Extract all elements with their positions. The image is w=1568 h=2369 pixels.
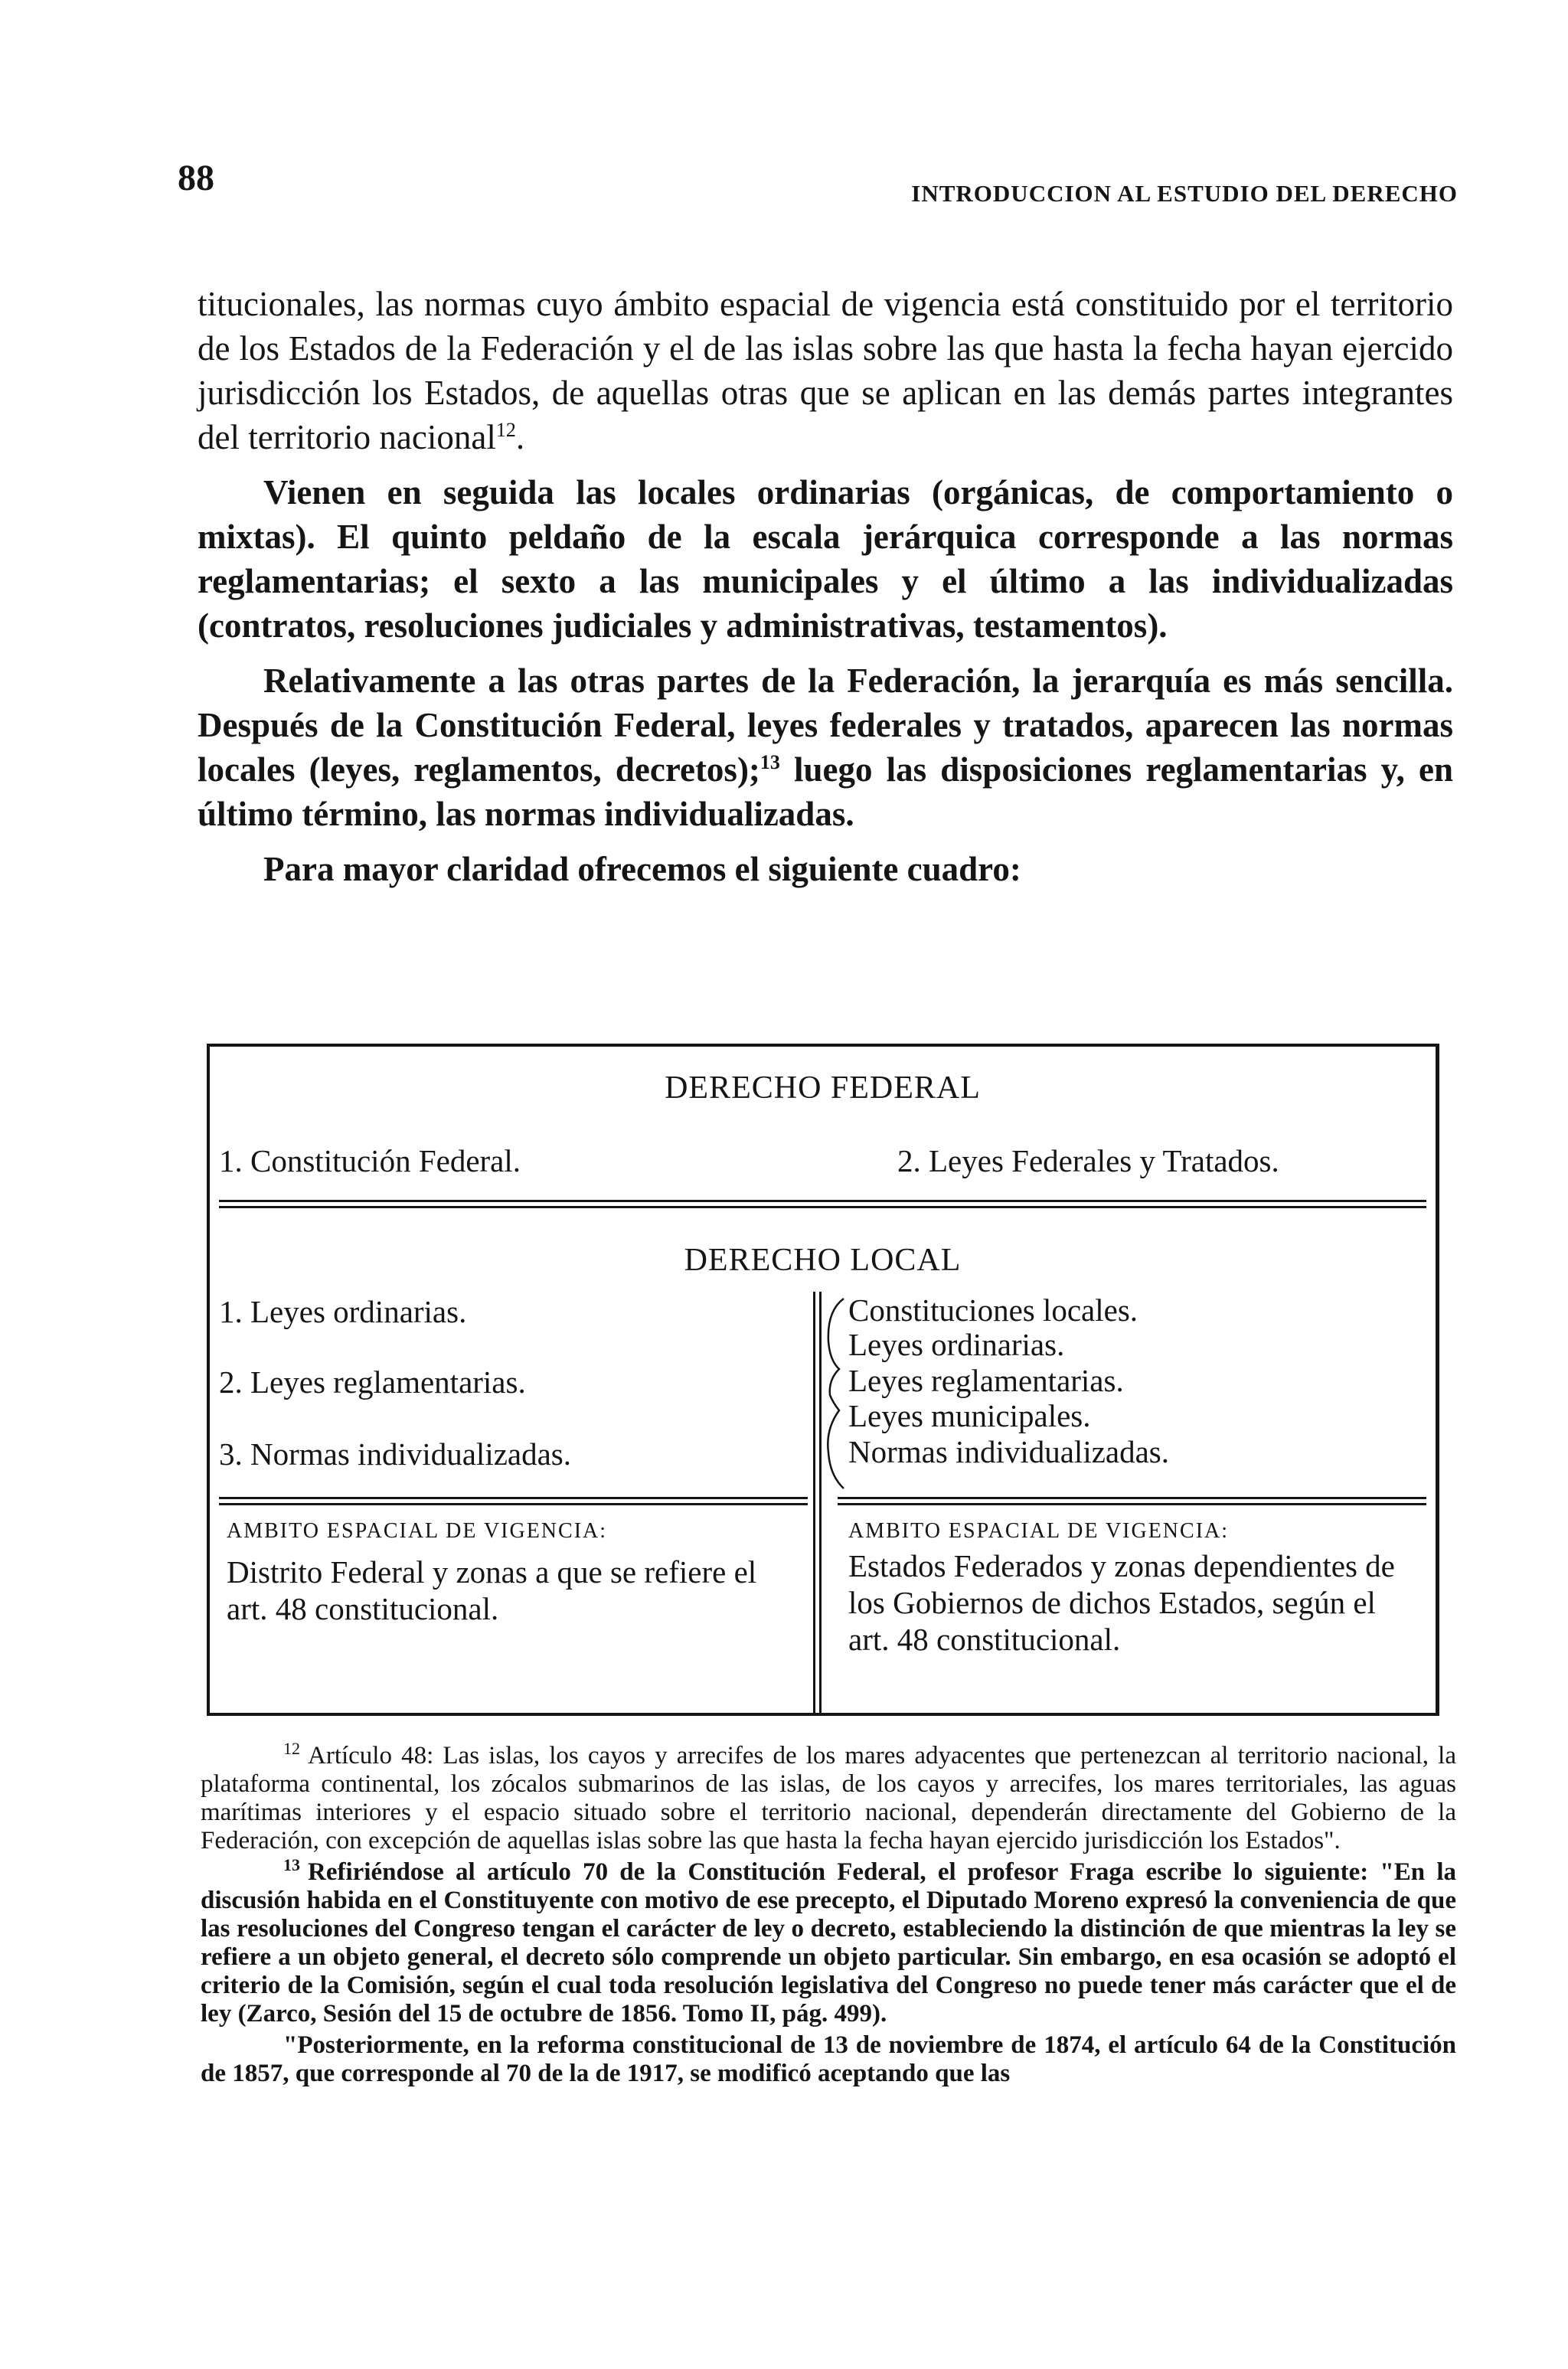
left-ambito-label: AMBITO ESPACIAL DE VIGENCIA: (227, 1519, 608, 1543)
right-item-5: Normas individualizadas. (848, 1434, 1170, 1469)
right-ambito-label: AMBITO ESPACIAL DE VIGENCIA: (848, 1519, 1230, 1543)
footnote-12: $^{12}$ Artículo 48: Las islas, los cayos y arrecifes de los mares adyacentes que pertenezcan al territorio nacional, la plataforma continental, los zócalos submarinos de las islas, de los cayos y arrecifes, los mares territoriales, las aguas marítimas interiores y el espacio situado sobre el territorio nacional, dependerán directamente del Gobierno de la Federación, con excepción de aquellas islas sobre las que hasta la fecha hayan ejercido jurisdicción los Estados". (201, 1739, 1456, 1854)
paragraph-3: Relativamente a las otras partes de la Federación, la jerarquía es más sencilla. Después de la Constitución Federal, leyes federales y tratados, aparecen las normas locales (leyes, reglamentos, decretos);$^{13}$ luego las disposiciones reglamentarias y, en último término, las normas individualizadas. (198, 662, 1453, 833)
left-item-1: 1. Leyes ordinarias. (219, 1294, 467, 1329)
page-header (178, 157, 1458, 211)
running-head: INTRODUCCION AL ESTUDIO DEL DERECHO (911, 180, 1458, 207)
left-item-2: 2. Leyes reglamentarias. (219, 1364, 526, 1400)
right-ambito-text: Estados Federados y zonas dependientes de los Gobiernos de dichos Estados, según el art. 48 constitucional. (848, 1548, 1395, 1657)
bracket-icon (822, 1296, 845, 1491)
right-item-1: Constituciones locales. (848, 1292, 1138, 1328)
main-text (198, 282, 1453, 891)
section-divider (219, 1200, 1426, 1202)
paragraph-4: Para mayor claridad ofrecemos el siguiente cuadro: (263, 850, 1021, 888)
page-number: 88 (178, 158, 214, 198)
right-item-4: Leyes municipales. (848, 1398, 1091, 1433)
footnote-13: $^{13}$ Refiriéndose al artículo 70 de la Constitución Federal, el profesor Fraga escribe lo siguiente: "En la discusión habida en el Constituyente con motivo de ese precepto, el Diputado Moreno expresó la conveniencia de que las resoluciones del Congreso tengan el carácter de ley o decreto, estableciendo la distinción de que mientras la ley se refiere a un objeto general, el decreto sólo comprende un objeto particular. Sin embargo, en esa ocasión se adoptó el criterio de la Comisión, según el cual toda resolución legislativa del Congreso no puede tener más carácter que el de ley (Zarco, Sesión del 15 de octubre de 1856. Tomo II, pág. 499). (201, 1855, 1456, 2028)
federal-item-1: 1. Constitución Federal. (219, 1143, 521, 1178)
footnotes (201, 1739, 1456, 2088)
left-item-3: 3. Normas individualizadas. (219, 1436, 572, 1472)
paragraph-1: titucionales, las normas cuyo ámbito espacial de vigencia está constituido por el territorio de los Estados de la Federación y el de las islas sobre las que hasta la fecha hayan ejercido jurisdicción los Estados, de aquellas otras que se aplican en las demás partes integrantes del territorio nacional$^{12}$. (198, 285, 1453, 456)
hierarchy-table (207, 1044, 1439, 1716)
federal-title: DERECHO FEDERAL (665, 1070, 981, 1106)
left-ambito-text: Distrito Federal y zonas a que se refiere el art. 48 constitucional. (227, 1554, 757, 1626)
paragraph-2: Vienen en seguida las locales ordinarias (orgánicas, de comportamiento o mixtas). El quinto peldaño de la escala jerárquica corresponde a las normas reglamentarias; el sexto a las municipales y el último a las individualizadas (contratos, resoluciones judiciales y administrativas, testamentos). (198, 473, 1453, 645)
footnote-13-continued: "Posteriormente, en la reforma constitucional de 13 de noviembre de 1874, el artículo 64 de la Constitución de 1857, que corresponde al 70 de la de 1917, se modificó aceptando que las (201, 2031, 1456, 2087)
local-title: DERECHO LOCAL (684, 1243, 962, 1278)
footnote-ref-12: 12 (495, 419, 516, 441)
federal-item-2: 2. Leyes Federales y Tratados. (897, 1143, 1279, 1178)
right-item-3: Leyes reglamentarias. (848, 1363, 1124, 1398)
column-divider (813, 1292, 815, 1713)
right-ambito-rule (838, 1497, 1426, 1499)
footnote-ref-13: 13 (760, 751, 780, 773)
left-ambito-rule (219, 1497, 808, 1499)
right-item-2: Leyes ordinarias. (848, 1327, 1065, 1362)
